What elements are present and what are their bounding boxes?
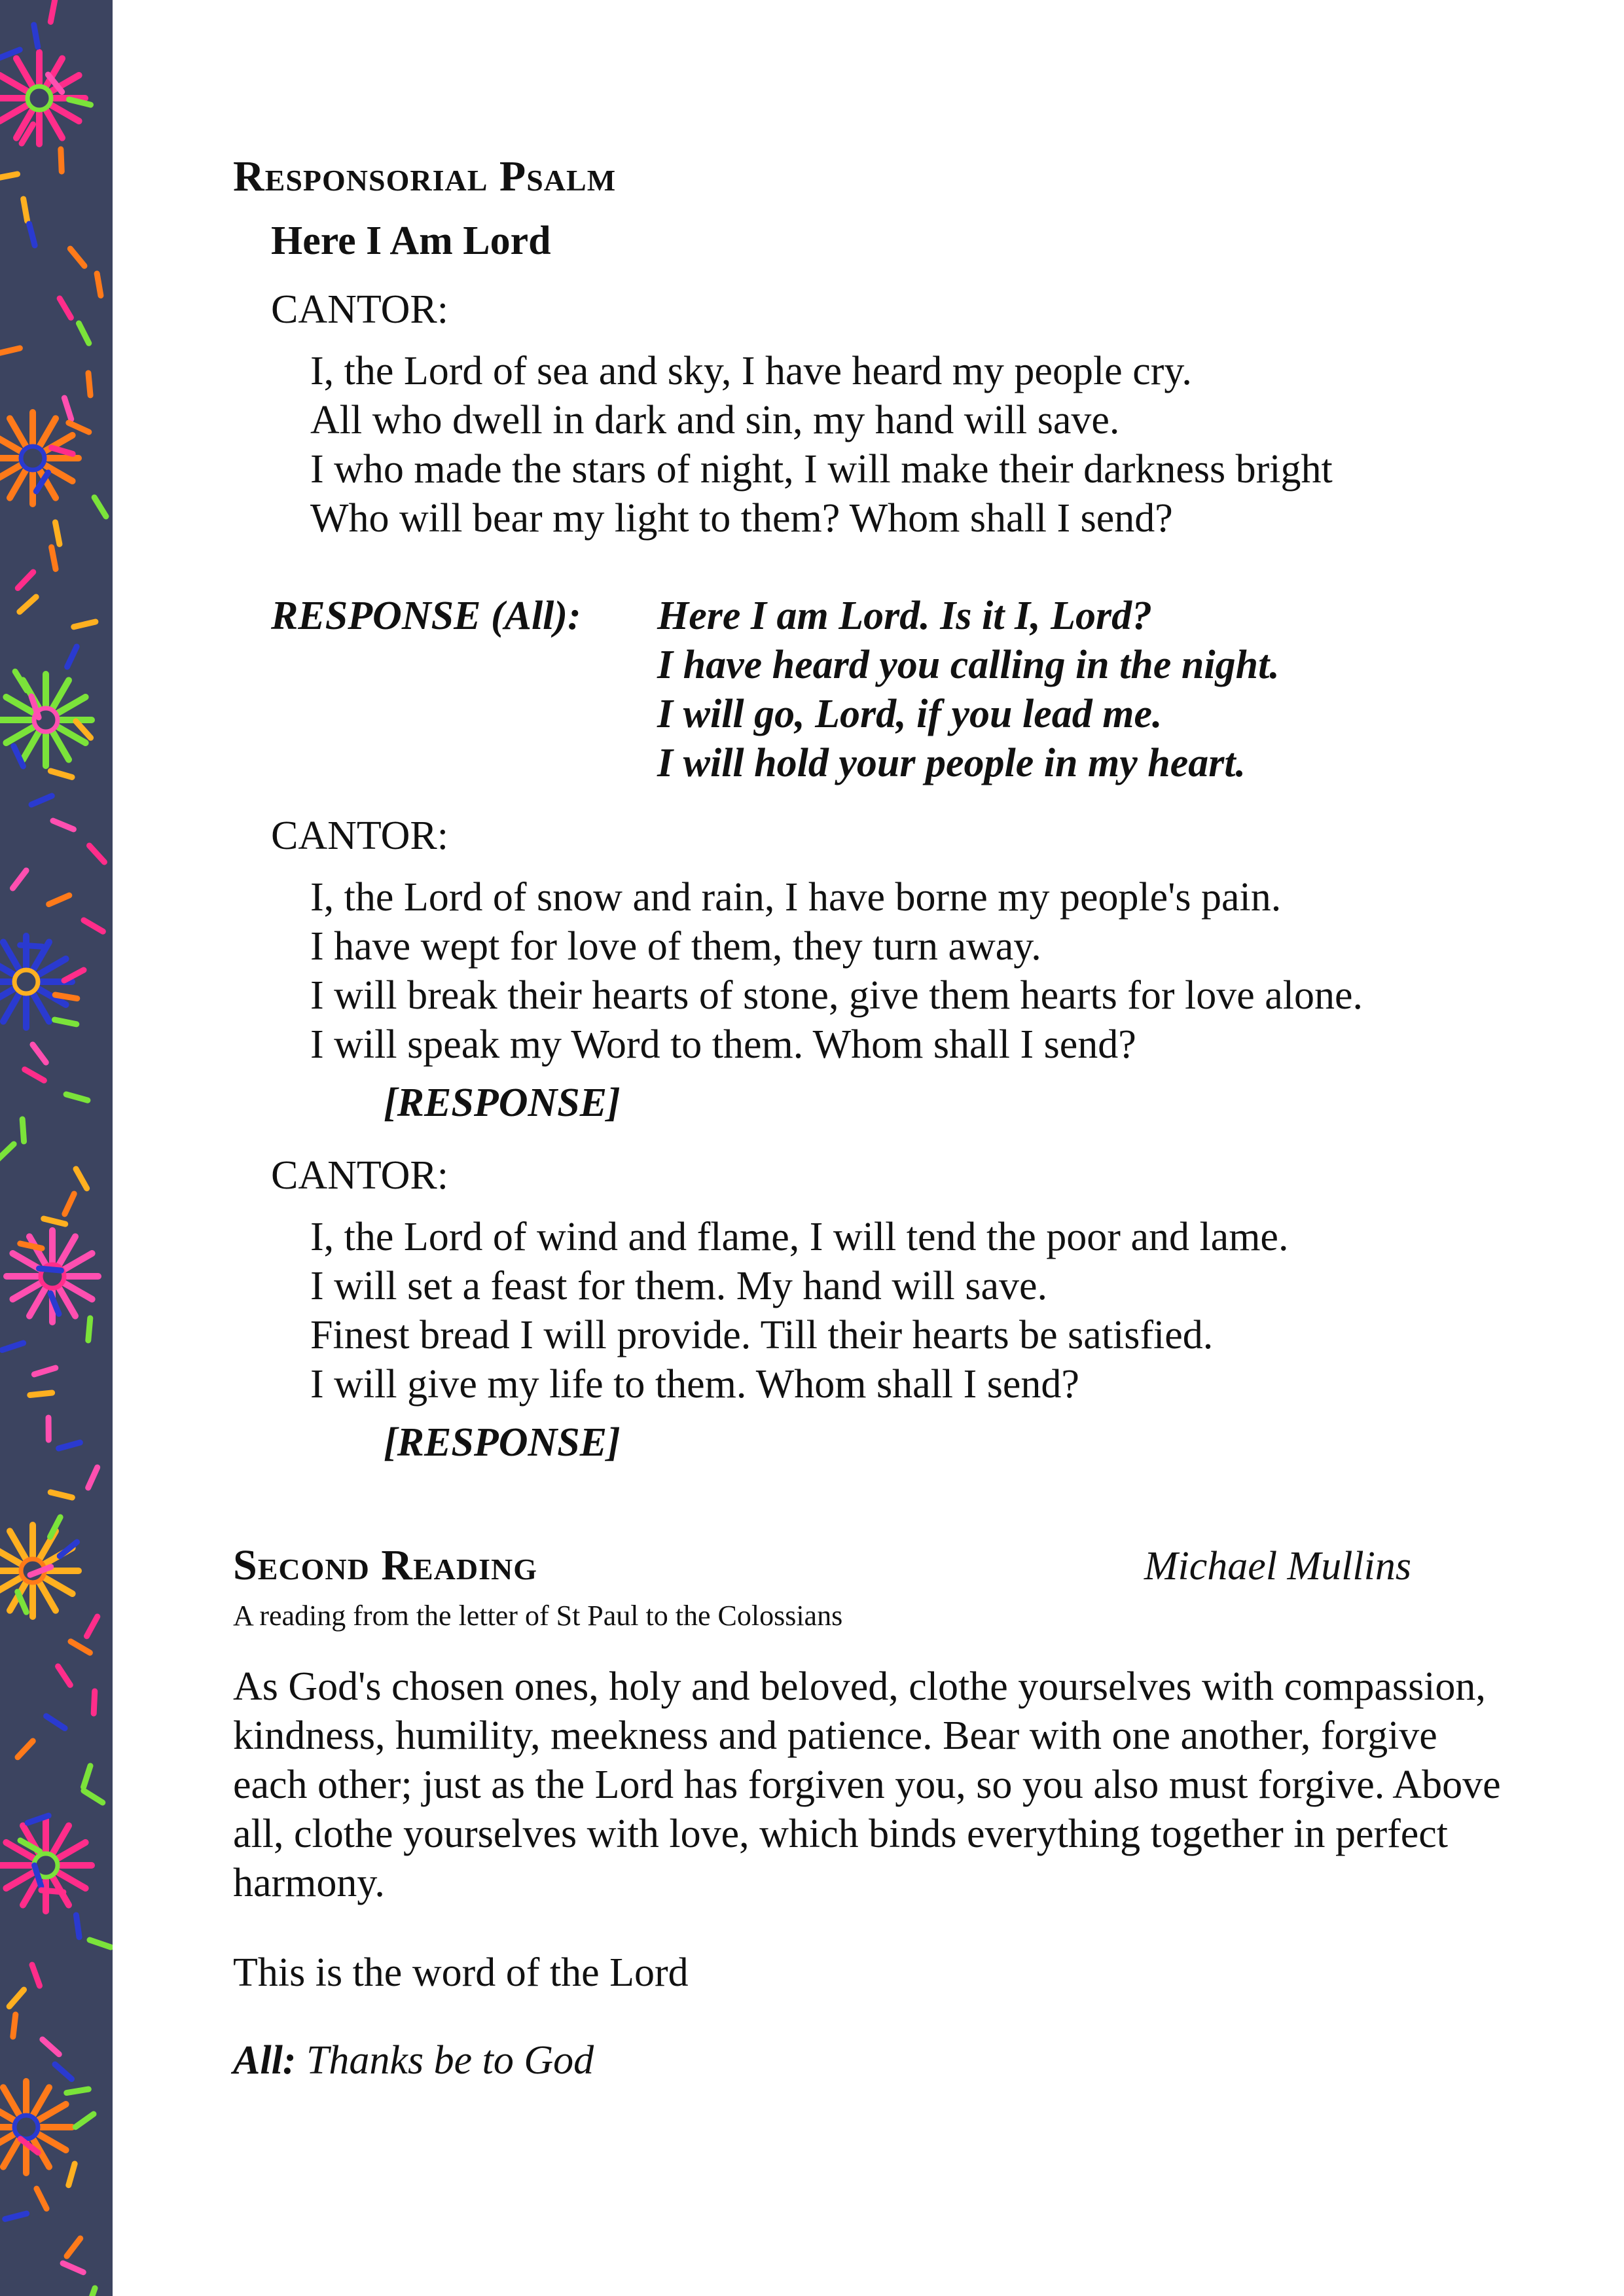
verse-line: I, the Lord of sea and sky, I have heard my people cry. bbox=[310, 348, 1192, 393]
verse-line: I have wept for love of them, they turn away. bbox=[310, 924, 1041, 969]
stitch bbox=[53, 1825, 69, 1853]
response-line: I will go, Lord, if you lead me. bbox=[657, 691, 1163, 736]
stitch bbox=[9, 1990, 24, 2007]
verse-1 bbox=[310, 347, 1516, 543]
stitch bbox=[64, 398, 71, 419]
stitch bbox=[39, 959, 66, 975]
stitch bbox=[3, 2140, 19, 2167]
stitch bbox=[3, 2087, 19, 2115]
stitch bbox=[76, 1169, 87, 1189]
stitch bbox=[88, 1467, 98, 1488]
stitch bbox=[60, 298, 71, 317]
stitch bbox=[59, 1443, 81, 1448]
stitch bbox=[86, 1617, 97, 1636]
stitch bbox=[60, 1236, 75, 1264]
verse-line: All who dwell in dark and sin, my hand will save. bbox=[310, 397, 1120, 442]
stitch bbox=[18, 572, 33, 588]
verse-line: I will give my life to them. Whom shall I send? bbox=[310, 1362, 1079, 1407]
stitch-ring bbox=[27, 86, 51, 110]
stitch bbox=[18, 1592, 27, 1612]
stitch bbox=[69, 423, 89, 432]
cantor-label: CANTOR: bbox=[271, 1153, 449, 1198]
stitch bbox=[0, 75, 27, 91]
stitch bbox=[40, 1583, 56, 1611]
reading-heading: Second Reading bbox=[233, 1541, 538, 1589]
stitch bbox=[84, 920, 103, 931]
stitch bbox=[54, 1020, 76, 1024]
reader-name: Michael Mullins bbox=[1144, 1543, 1411, 1588]
stitch bbox=[67, 647, 77, 667]
stitch bbox=[39, 2134, 66, 2150]
stitch bbox=[29, 224, 35, 245]
stitch bbox=[50, 771, 72, 777]
stitch bbox=[76, 1915, 79, 1937]
stitch bbox=[23, 732, 39, 760]
stitch bbox=[52, 448, 73, 454]
stitch bbox=[39, 1268, 62, 1270]
stitch bbox=[18, 1741, 33, 1757]
verse-line: Who will bear my light to them? Whom shall I send? bbox=[310, 495, 1173, 541]
stitch bbox=[97, 274, 101, 296]
stitch bbox=[84, 1791, 103, 1803]
stitch bbox=[61, 149, 62, 171]
stitch bbox=[88, 373, 90, 395]
stitch bbox=[0, 174, 18, 178]
stitch bbox=[10, 418, 26, 446]
verse-line: I, the Lord of wind and flame, I will tend the poor and lame. bbox=[310, 1215, 1289, 1260]
verse-3 bbox=[310, 1213, 1516, 1409]
response-label: RESPONSE (All): bbox=[271, 593, 581, 638]
stitch bbox=[10, 1531, 26, 1558]
stitch bbox=[33, 2087, 49, 2115]
stitch bbox=[30, 1393, 52, 1395]
stitch bbox=[40, 418, 56, 446]
stitch-ring bbox=[14, 2115, 38, 2139]
stitch bbox=[88, 1318, 90, 1340]
embroidery-border bbox=[0, 0, 113, 2296]
stitch bbox=[75, 2114, 94, 2127]
closing-line: This is the word of the Lord bbox=[233, 1950, 689, 1995]
stitch bbox=[2, 1343, 23, 1350]
stitch bbox=[58, 1842, 86, 1858]
verse-line: I will speak my Word to them. Whom shall I send? bbox=[310, 1022, 1136, 1067]
stitch bbox=[50, 1492, 72, 1498]
response-block bbox=[271, 592, 1516, 788]
stitch bbox=[12, 1283, 40, 1299]
response-line: I have heard you calling in the night. bbox=[657, 642, 1280, 687]
stitch bbox=[90, 846, 105, 862]
stitch bbox=[6, 727, 33, 743]
verse-line: I will set a feast for them. My hand will save. bbox=[310, 1264, 1048, 1309]
stitch bbox=[44, 1219, 65, 1224]
stitch bbox=[67, 2238, 81, 2256]
stitch bbox=[32, 1965, 40, 1986]
response-line: I will hold your people in my heart. bbox=[657, 740, 1246, 785]
stitch bbox=[0, 105, 27, 121]
stitch bbox=[33, 994, 49, 1022]
response-reference: [RESPONSE] bbox=[384, 1081, 621, 1126]
stitch-ring bbox=[14, 970, 38, 994]
stitch bbox=[22, 1119, 24, 1141]
embroidery-pattern bbox=[0, 0, 113, 2296]
stitch bbox=[74, 622, 96, 627]
stitch bbox=[46, 1716, 65, 1729]
response-lines bbox=[657, 592, 1280, 788]
verse-line: I, the Lord of snow and rain, I have borne my people's pain. bbox=[310, 875, 1282, 920]
page-content bbox=[233, 151, 1516, 2085]
stitch bbox=[16, 58, 32, 86]
verse-line: Finest bread I will provide. Till their hearts be satisfied. bbox=[310, 1313, 1214, 1358]
stitch bbox=[67, 2089, 89, 2093]
stitch bbox=[50, 0, 54, 22]
psalm-heading: Responsorial Psalm bbox=[233, 152, 617, 200]
stitch bbox=[79, 323, 88, 343]
stitch bbox=[3, 994, 19, 1022]
stitch bbox=[52, 547, 56, 569]
all-label: All: bbox=[233, 2037, 297, 2083]
stitch bbox=[53, 821, 73, 829]
stitch bbox=[65, 1283, 92, 1299]
verse-line: I who made the stars of night, I will make their darkness bright bbox=[310, 446, 1333, 492]
stitch-ring bbox=[21, 446, 45, 470]
stitch bbox=[52, 105, 79, 121]
stitch bbox=[94, 497, 106, 516]
stitch bbox=[58, 1873, 86, 1888]
stitch bbox=[13, 2015, 16, 2037]
stitch bbox=[66, 1094, 88, 1100]
song-title: Here I Am Lord bbox=[271, 219, 551, 264]
stitch bbox=[55, 995, 77, 999]
stitch bbox=[64, 970, 84, 980]
stitch bbox=[41, 1890, 63, 1892]
stitch bbox=[70, 249, 84, 266]
stitch bbox=[20, 945, 43, 946]
response-reference: [RESPONSE] bbox=[384, 1420, 621, 1465]
stitch bbox=[84, 1766, 90, 1787]
stitch bbox=[23, 1878, 39, 1905]
stitch bbox=[58, 1666, 71, 1685]
verse-2 bbox=[310, 873, 1516, 1069]
stitch bbox=[43, 2039, 59, 2054]
reading-text: As God's chosen ones, holy and beloved, clothe yourselves with compassion, kindness, humility, meekness and patience. Bear with one another, forgive each other; just as the Lord has forgiven you, so you also must forgive. Above all, clothe yourselves with love, which binds everything together in perfect harmony. bbox=[233, 1664, 1501, 1905]
stitch bbox=[94, 1691, 95, 1713]
stitch bbox=[58, 697, 86, 713]
stitch bbox=[65, 1253, 92, 1269]
stitch bbox=[12, 1253, 40, 1269]
stitch bbox=[53, 680, 69, 708]
stitch bbox=[29, 1289, 45, 1316]
stitch bbox=[49, 895, 69, 905]
stitch bbox=[34, 1368, 56, 1374]
reading-source: A reading from the letter of St Paul to the Colossians bbox=[233, 1599, 843, 1632]
stitch bbox=[6, 1873, 33, 1888]
stitch bbox=[63, 2263, 83, 2272]
stitch bbox=[6, 697, 33, 713]
stitch bbox=[20, 1244, 42, 1248]
stitch bbox=[34, 25, 38, 46]
stitch bbox=[10, 471, 26, 498]
acclamation-text: Thanks be to God bbox=[306, 2037, 594, 2083]
stitch bbox=[0, 1144, 14, 1160]
acclamation bbox=[233, 2036, 1516, 2085]
stitch bbox=[3, 942, 19, 969]
stitch bbox=[37, 2189, 46, 2208]
stitch bbox=[90, 1940, 111, 1947]
stitch bbox=[45, 1578, 73, 1594]
stitch bbox=[69, 2164, 75, 2185]
cantor-label: CANTOR: bbox=[271, 813, 449, 858]
stitch bbox=[31, 796, 52, 804]
stitch bbox=[46, 111, 62, 138]
stitch bbox=[20, 597, 36, 612]
stitch bbox=[53, 732, 69, 760]
stitch bbox=[33, 1045, 46, 1062]
stitch bbox=[88, 2288, 95, 2296]
stitch bbox=[71, 1641, 90, 1653]
stitch bbox=[24, 199, 27, 221]
stitch bbox=[39, 2104, 66, 2120]
verse-line: I will break their hearts of stone, give them hearts for love alone. bbox=[310, 973, 1363, 1018]
reading-header bbox=[233, 1539, 1411, 1591]
stitch bbox=[25, 1069, 45, 1081]
stitch bbox=[12, 870, 26, 888]
stitch bbox=[65, 1194, 74, 1214]
stitch bbox=[55, 522, 59, 544]
cantor-label: CANTOR: bbox=[271, 287, 449, 332]
stitch bbox=[5, 2214, 27, 2219]
stitch bbox=[0, 348, 20, 353]
stitch bbox=[60, 1289, 75, 1316]
stitch bbox=[55, 2064, 72, 2079]
response-line: Here I am Lord. Is it I, Lord? bbox=[657, 593, 1153, 638]
